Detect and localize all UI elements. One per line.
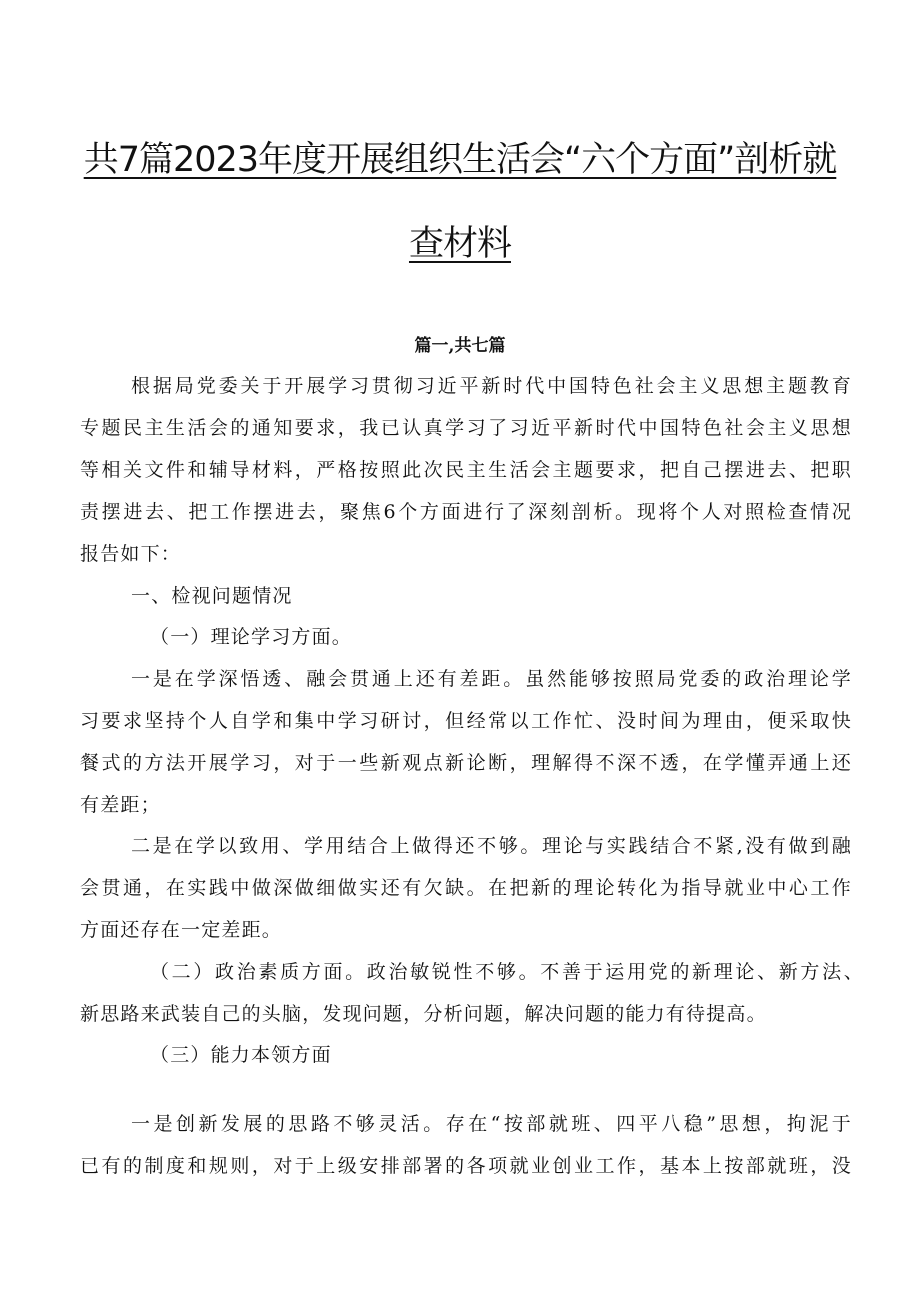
paragraph-line: 专题民主生活会的通知要求，我已认真学习了习近平新时代中国特色社会主义思想 <box>80 417 852 439</box>
subsection-heading: （一）理论学习方面。 <box>150 626 353 648</box>
document-title-line-1: 共7篇2023年度开展组织生活会“六个方面”剖析就 <box>83 140 837 180</box>
paragraph-line: 二是在学以致用、学用结合上做得还不够。理论与实践结合不紧,没有做到融 <box>131 835 852 857</box>
paragraph-line: 有差距； <box>80 794 161 816</box>
paragraph-line: 习要求坚持个人自学和集中学习研讨，但经常以工作忙、没时间为理由，便采取快 <box>80 710 852 732</box>
document-title-line-2: 查材料 <box>408 224 511 264</box>
section-subheading: 篇一,共七篇 <box>414 336 506 356</box>
paragraph-line: （二）政治素质方面。政治敏锐性不够。不善于运用党的新理论、新方法、 <box>150 961 864 983</box>
subsection-heading: （三）能力本领方面 <box>150 1044 332 1066</box>
paragraph-line: 等相关文件和辅导材料，严格按照此次民主生活会主题要求，把自己摆进去、把职 <box>80 459 852 481</box>
paragraph-line: 已有的制度和规则，对于上级安排部署的各项就业创业工作，基本上按部就班，没 <box>80 1155 852 1177</box>
paragraph-line: 方面还存在一定差距。 <box>80 919 283 941</box>
section-heading: 一、检视问题情况 <box>131 585 293 607</box>
paragraph-line: 新思路来武装自己的头脑，发现问题，分析问题，解决问题的能力有待提高。 <box>80 1003 767 1025</box>
paragraph-line: 报告如下： <box>80 543 182 565</box>
paragraph-line: 一是创新发展的思路不够灵活。存在“按部就班、四平八稳”思想，拘泥于 <box>131 1113 852 1135</box>
paragraph-line: 根据局党委关于开展学习贯彻习近平新时代中国特色社会主义思想主题教育 <box>131 375 852 397</box>
paragraph-line: 会贯通，在实践中做深做细做实还有欠缺。在把新的理论转化为指导就业中心工作 <box>80 877 852 899</box>
paragraph-line: 一是在学深悟透、融会贯通上还有差距。虽然能够按照局党委的政治理论学 <box>131 668 852 690</box>
paragraph-line: 责摆进去、把工作摆进去，聚焦6个方面进行了深刻剖析。现将个人对照检查情况 <box>80 501 852 523</box>
paragraph-line: 餐式的方法开展学习，对于一些新观点新论断，理解得不深不透，在学懂弄通上还 <box>80 752 852 774</box>
